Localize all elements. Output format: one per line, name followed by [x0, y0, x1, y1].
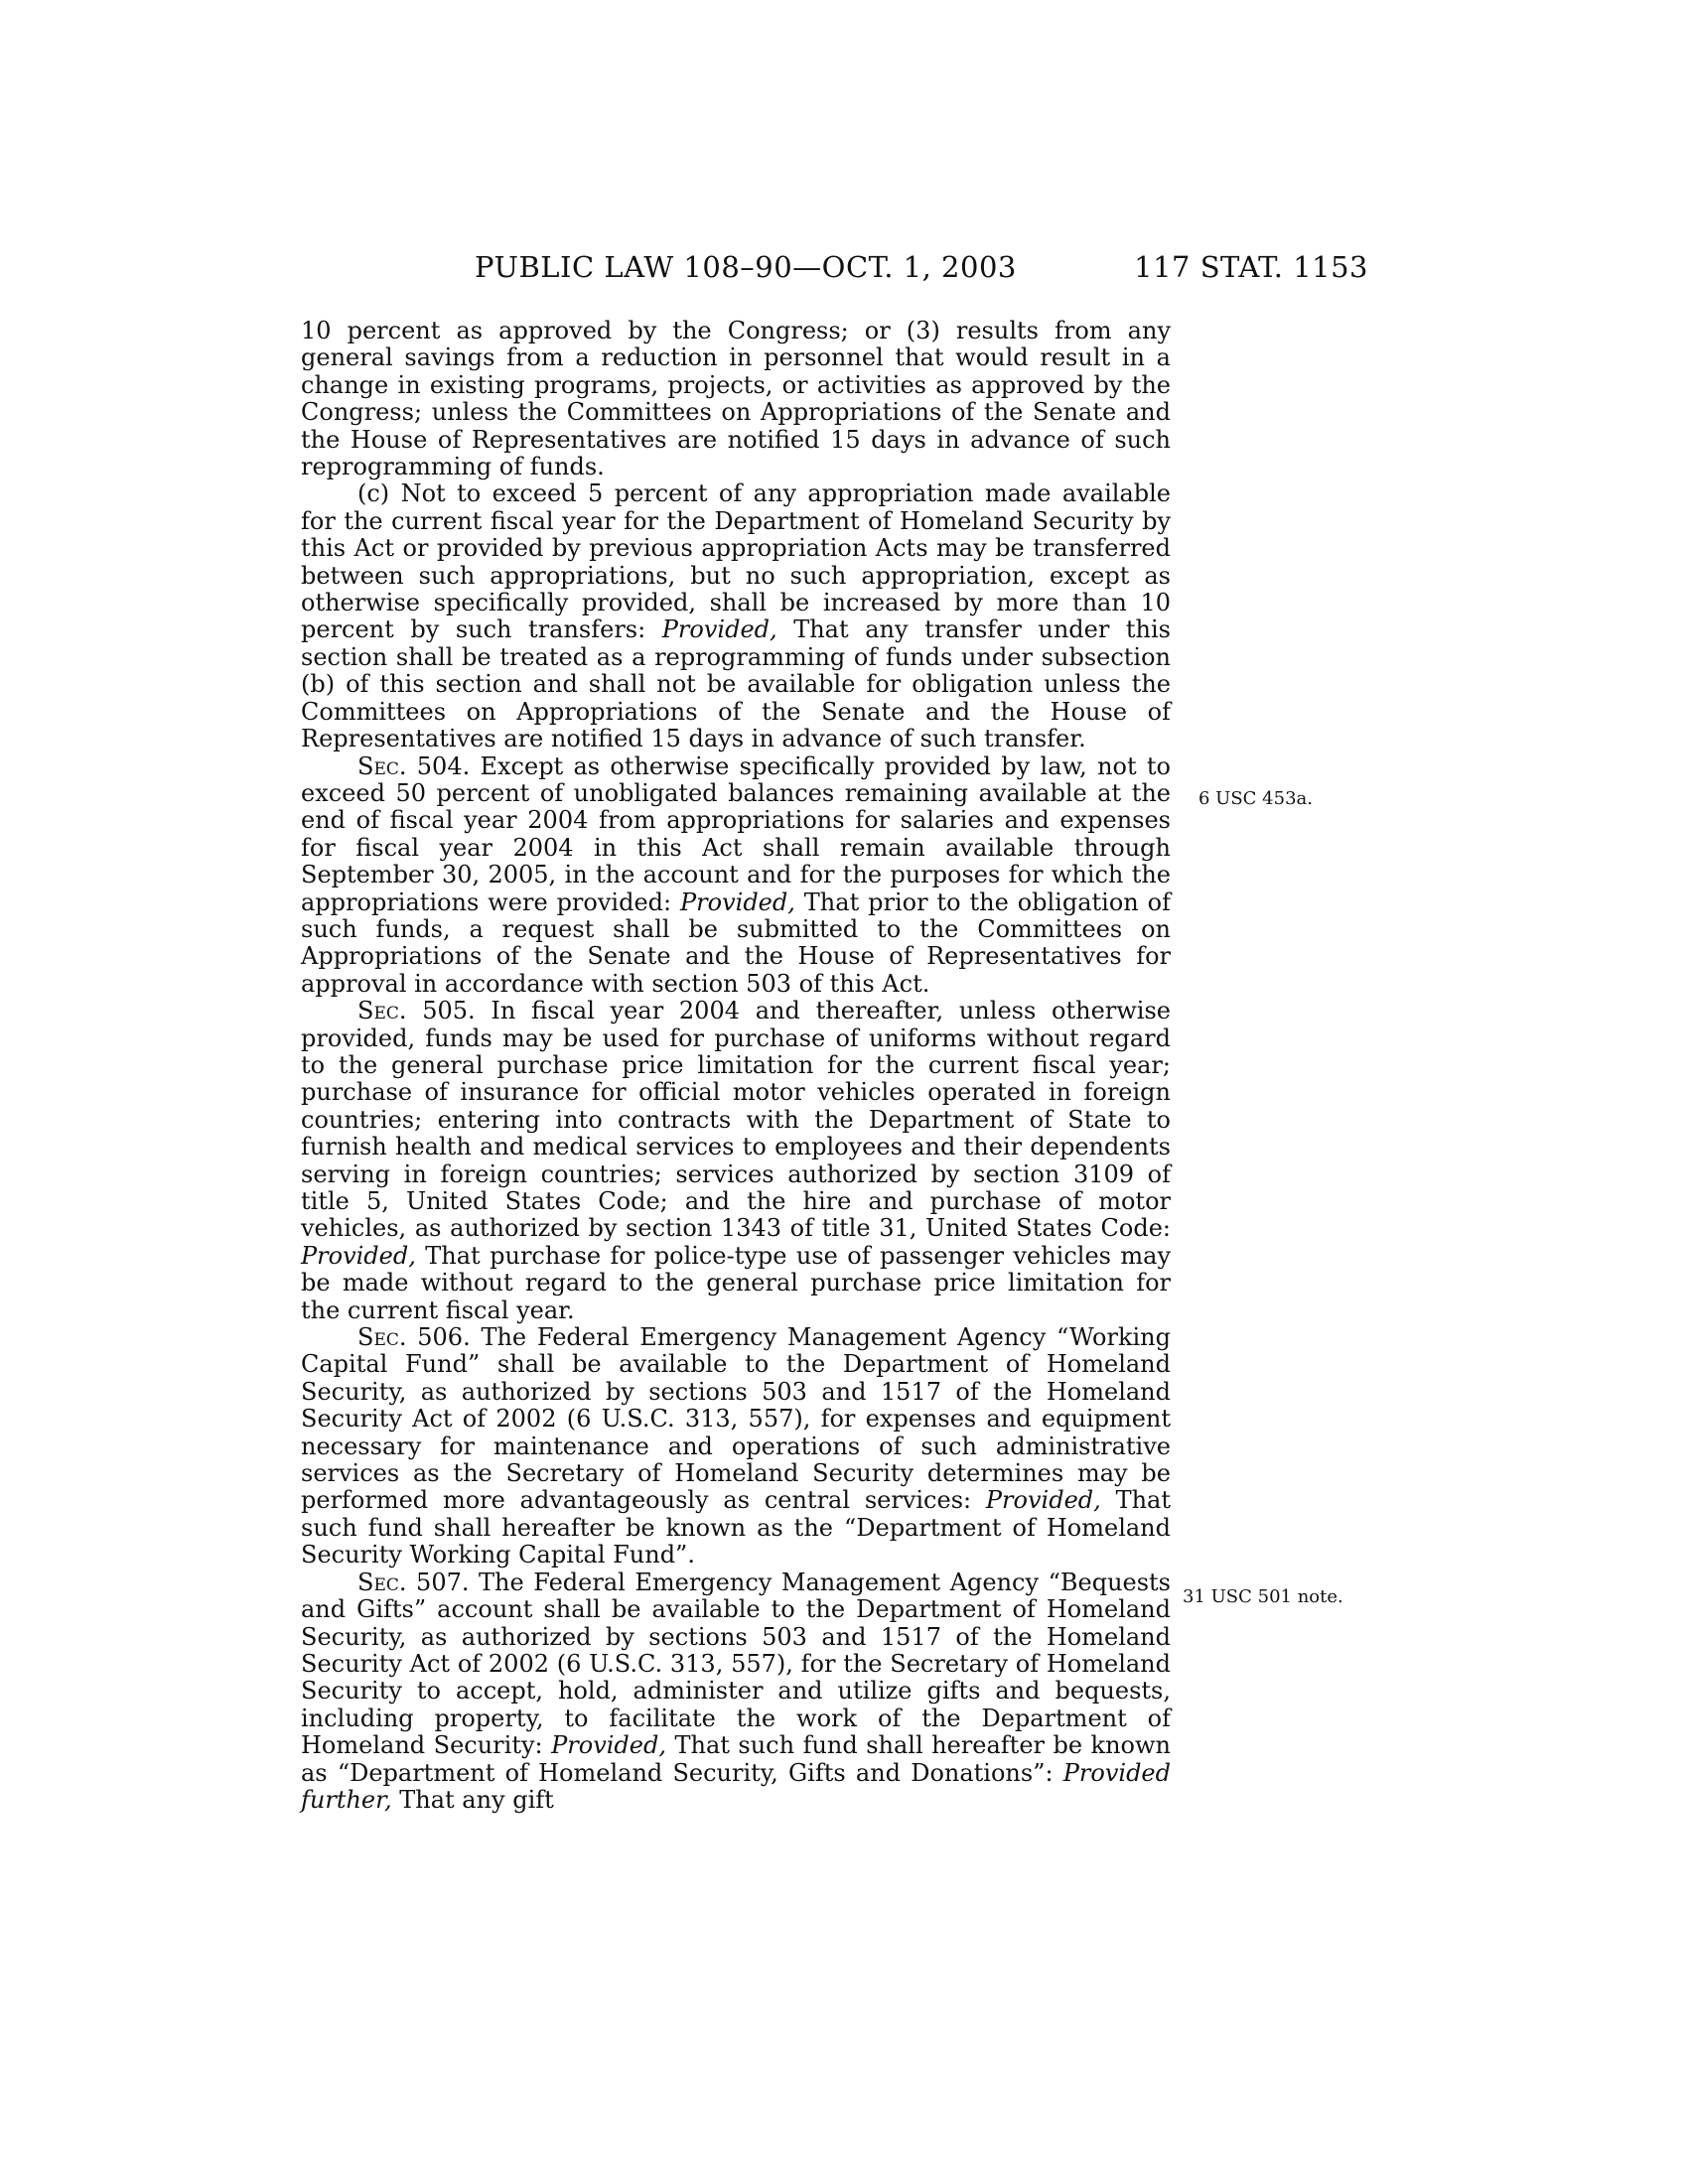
section-505 [301, 998, 1171, 1324]
proviso-term: Provided, [301, 1241, 416, 1270]
proviso-term: Provided, [985, 1486, 1101, 1515]
section-label: Sec. [357, 997, 407, 1025]
margin-note-usc-501: 31 USC 501 note. [1183, 1586, 1343, 1607]
page-header [475, 250, 1368, 290]
paragraph-text: That such fund shall hereafter be known as the “Department of Homeland Security Working Capital Fund”. [301, 1486, 1171, 1570]
proviso-term: Provided, [680, 887, 795, 916]
paragraph-text: 505. In fiscal year 2004 and thereafter, unless otherwise provided, funds may be used for purchase of uniforms without regard to the general purchase price limitation for the current fiscal year; purchase of insurance for official motor vehicles operated in foreign countries; entering into contracts with the Department of State to furnish health and medical services to employees and their dependents serving in foreign countries; services authorized by section 3109 of title 5, United States Code; and the hire and purchase of motor vehicles, as authorized by section 1343 of title 31, United States Code: [301, 997, 1171, 1243]
proviso-term: Provided further, [301, 1758, 1171, 1814]
proviso-term: Provided, [551, 1731, 666, 1760]
paragraph-text: That any gift [391, 1785, 554, 1814]
paragraph-continuation [301, 318, 1171, 480]
proviso-term: Provided, [661, 615, 777, 644]
paragraph-subsection-c [301, 480, 1171, 752]
section-506 [301, 1324, 1171, 1570]
stat-page-number: 117 STAT. 1153 [1134, 250, 1368, 284]
paragraph-text: That purchase for police-type use of passenger vehicles may be made without regard to the general purchase price limitation for the current fiscal year. [301, 1241, 1171, 1324]
paragraph-text: That any transfer under this section shall be treated as a reprogramming of funds under subsection (b) of this section and shall not be available for obligation unless the Committees on Appropriations of the Senate and the House of Representatives are notified 15 days in advance of such transfer. [301, 615, 1171, 753]
paragraph-text: (c) Not to exceed 5 percent of any appropriation made available for the current fiscal year for the Department of Homeland Security by this Act or provided by previous appropriation Acts may be transferred between such appropriations, but no such appropriation, except as otherwise specifically provided, shall be increased by more than 10 percent by such transfers: [301, 479, 1171, 644]
running-title: PUBLIC LAW 108–90—OCT. 1, 2003 [475, 250, 1017, 284]
paragraph-text: 507. The Federal Emergency Management Agency “Bequests and Gifts” account shall be available to the Department of Homeland Security, as authorized by sections 503 and 1517 of the Homeland Security Act of 2002 (6 U.S.C. 313, 557), for the Secretary of Homeland Security to accept, hold, administer and utilize gifts and bequests, including property, to facilitate the work of the Department of Homeland Security: [301, 1568, 1171, 1760]
section-label: Sec. [357, 1568, 407, 1596]
paragraph-text: 504. Except as otherwise specifically provided by law, not to exceed 50 percent of unobligated balances remaining available at the end of fiscal year 2004 from appropriations for salaries and expenses for fiscal year 2004 in this Act shall remain available through September 30, 2005, in the account and for the purposes for which the appropriations were provided: [301, 751, 1171, 916]
paragraph-text: 506. The Federal Emergency Management Agency “Working Capital Fund” shall be available to the Department of Homeland Security, as authorized by sections 503 and 1517 of the Homeland Security Act of 2002 (6 U.S.C. 313, 557), for expenses and equipment necessary for maintenance and operations of such administrative services as the Secretary of Homeland Security determines may be performed more advantageously as central services: [301, 1323, 1171, 1515]
section-507 [301, 1570, 1171, 1815]
paragraph-text: 10 percent as approved by the Congress; or (3) results from any general savings from a reduction in personnel that would result in a change in existing programs, projects, or activities as approved by the Congress; unless the Committees on Appropriations of the Senate and the House of Representatives are notified 15 days in advance of such reprogramming of funds. [301, 317, 1171, 481]
section-504 [301, 753, 1171, 999]
paragraph-text: That prior to the obligation of such funds, a request shall be submitted to the Committees on Appropriations of the Senate and the House of Representatives for approval in accordance with section 503 of this Act. [301, 887, 1171, 998]
body-text [301, 318, 1171, 1814]
section-label: Sec. [357, 1323, 407, 1352]
paragraph-text: That such fund shall hereafter be known as “Department of Homeland Security, Gifts and Donations”: [301, 1731, 1172, 1787]
section-label: Sec. [357, 751, 407, 780]
margin-note-usc-453a: 6 USC 453a. [1198, 788, 1313, 809]
